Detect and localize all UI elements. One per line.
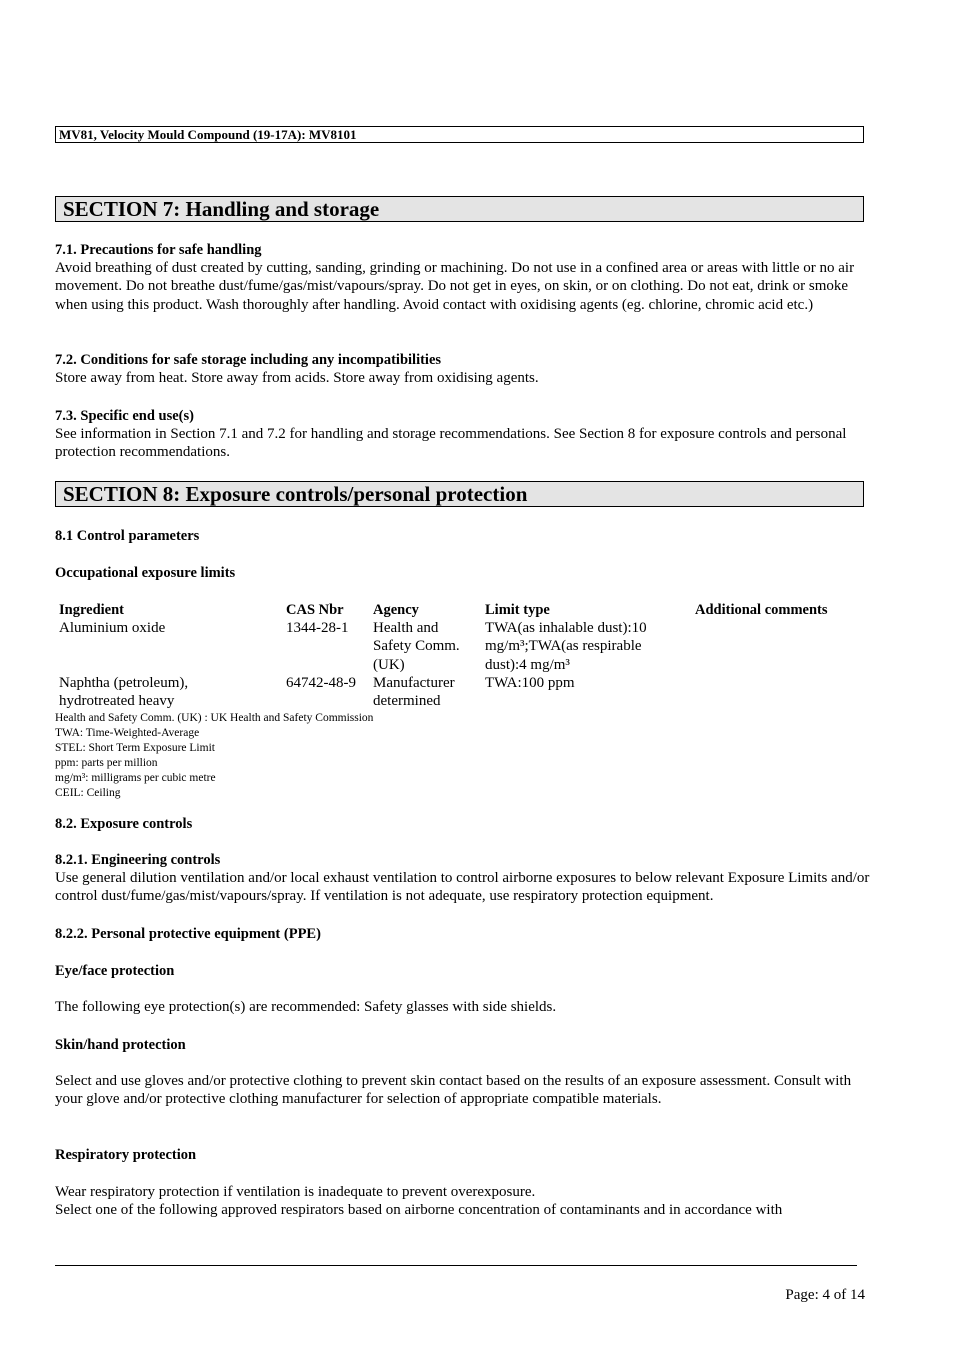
heading-8-1: 8.1 Control parameters — [55, 528, 200, 544]
heading-7-3: 7.3. Specific end use(s) — [55, 408, 194, 424]
section-7-title: SECTION 7: Handling and storage — [55, 196, 864, 222]
table-cell-limit-type: TWA:100 ppm — [485, 675, 575, 691]
text-7-3: See information in Section 7.1 and 7.2 for handling and storage recommendations. See Section 8 for exposure controls and personal protection recommendations. — [55, 426, 847, 461]
text-7-2: Store away from heat. Store away from acids. Store away from oxidising agents. — [55, 370, 539, 386]
table-cell-ingredient: Naphtha (petroleum), hydrotreated heavy — [59, 675, 189, 710]
text-8-2-1: Use general dilution ventilation and/or local exhaust ventilation to control airborne exposures to below relevant Exposure Limits and/or control dust/fume/gas/mist/vapours/spray. If ventilation is not adequate, use respiratory protection equipment. — [55, 870, 870, 905]
note-line: TWA: Time-Weighted-Average — [55, 726, 200, 739]
table-cell-agency: Health and Safety Comm. (UK) — [373, 620, 460, 673]
table-header-cas: CAS Nbr — [286, 602, 344, 618]
note-line: ppm: parts per million — [55, 756, 158, 769]
heading-7-1: 7.1. Precautions for safe handling — [55, 242, 262, 258]
page-number: Page: 4 of 14 — [785, 1287, 865, 1303]
table-header-limit-type: Limit type — [485, 602, 550, 618]
table-cell-cas: 64742-48-9 — [286, 675, 356, 691]
note-line: mg/m³: milligrams per cubic metre — [55, 771, 216, 784]
heading-respiratory-protection: Respiratory protection — [55, 1147, 197, 1163]
text-7-1: Avoid breathing of dust created by cutting, sanding, grinding or machining. Do not use in a confined area or areas with little or no air movement. Do not breathe dust/fume/gas/mist/vapours/spray. Do not get in eyes, on skin, or on clothing. Do not eat, drink or smoke when using this product. Wash thoroughly after handling. Avoid contact with oxidising agents (eg. chlorine, chromic acid etc.) — [55, 260, 855, 313]
note-line: STEL: Short Term Exposure Limit — [55, 741, 215, 754]
document-header: MV81, Velocity Mould Compound (19-17A): MV8101 — [55, 126, 864, 143]
heading-skin-protection: Skin/hand protection — [55, 1037, 186, 1053]
heading-8-2: 8.2. Exposure controls — [55, 816, 193, 832]
text-respiratory-1: Wear respiratory protection if ventilation is inadequate to prevent overexposure. — [55, 1184, 536, 1200]
heading-oel: Occupational exposure limits — [55, 565, 236, 581]
text-respiratory-2: Select one of the following approved respirators based on airborne concentration of contaminants and in accordance with — [55, 1202, 783, 1218]
note-line: Health and Safety Comm. (UK) : UK Health and Safety Commission — [55, 712, 374, 724]
table-cell-cas: 1344-28-1 — [286, 620, 349, 636]
footer-divider — [55, 1265, 857, 1266]
heading-eye-protection: Eye/face protection — [55, 963, 175, 979]
heading-7-2: 7.2. Conditions for safe storage including any incompatibilities — [55, 352, 442, 368]
heading-8-2-2: 8.2.2. Personal protective equipment (PPE) — [55, 926, 321, 942]
table-cell-limit-type: TWA(as inhalable dust):10 mg/m³;TWA(as respirable dust):4 mg/m³ — [485, 620, 647, 673]
section-8-title: SECTION 8: Exposure controls/personal protection — [55, 481, 864, 507]
table-cell-ingredient: Aluminium oxide — [59, 620, 166, 636]
heading-8-2-1: 8.2.1. Engineering controls — [55, 852, 221, 868]
text-eye-protection: The following eye protection(s) are recommended: Safety glasses with side shields. — [55, 999, 557, 1015]
table-header-ingredient: Ingredient — [59, 602, 124, 618]
table-notes — [55, 711, 373, 800]
table-header-agency: Agency — [373, 602, 419, 618]
table-cell-agency: Manufacturer determined — [373, 675, 455, 710]
table-header-comments: Additional comments — [695, 602, 828, 618]
note-line: CEIL: Ceiling — [55, 786, 121, 799]
text-skin-protection: Select and use gloves and/or protective clothing to prevent skin contact based on the results of an exposure assessment. Consult with your glove and/or protective clothing manufacturer for selection of appropriate compatible materials. — [55, 1073, 852, 1108]
